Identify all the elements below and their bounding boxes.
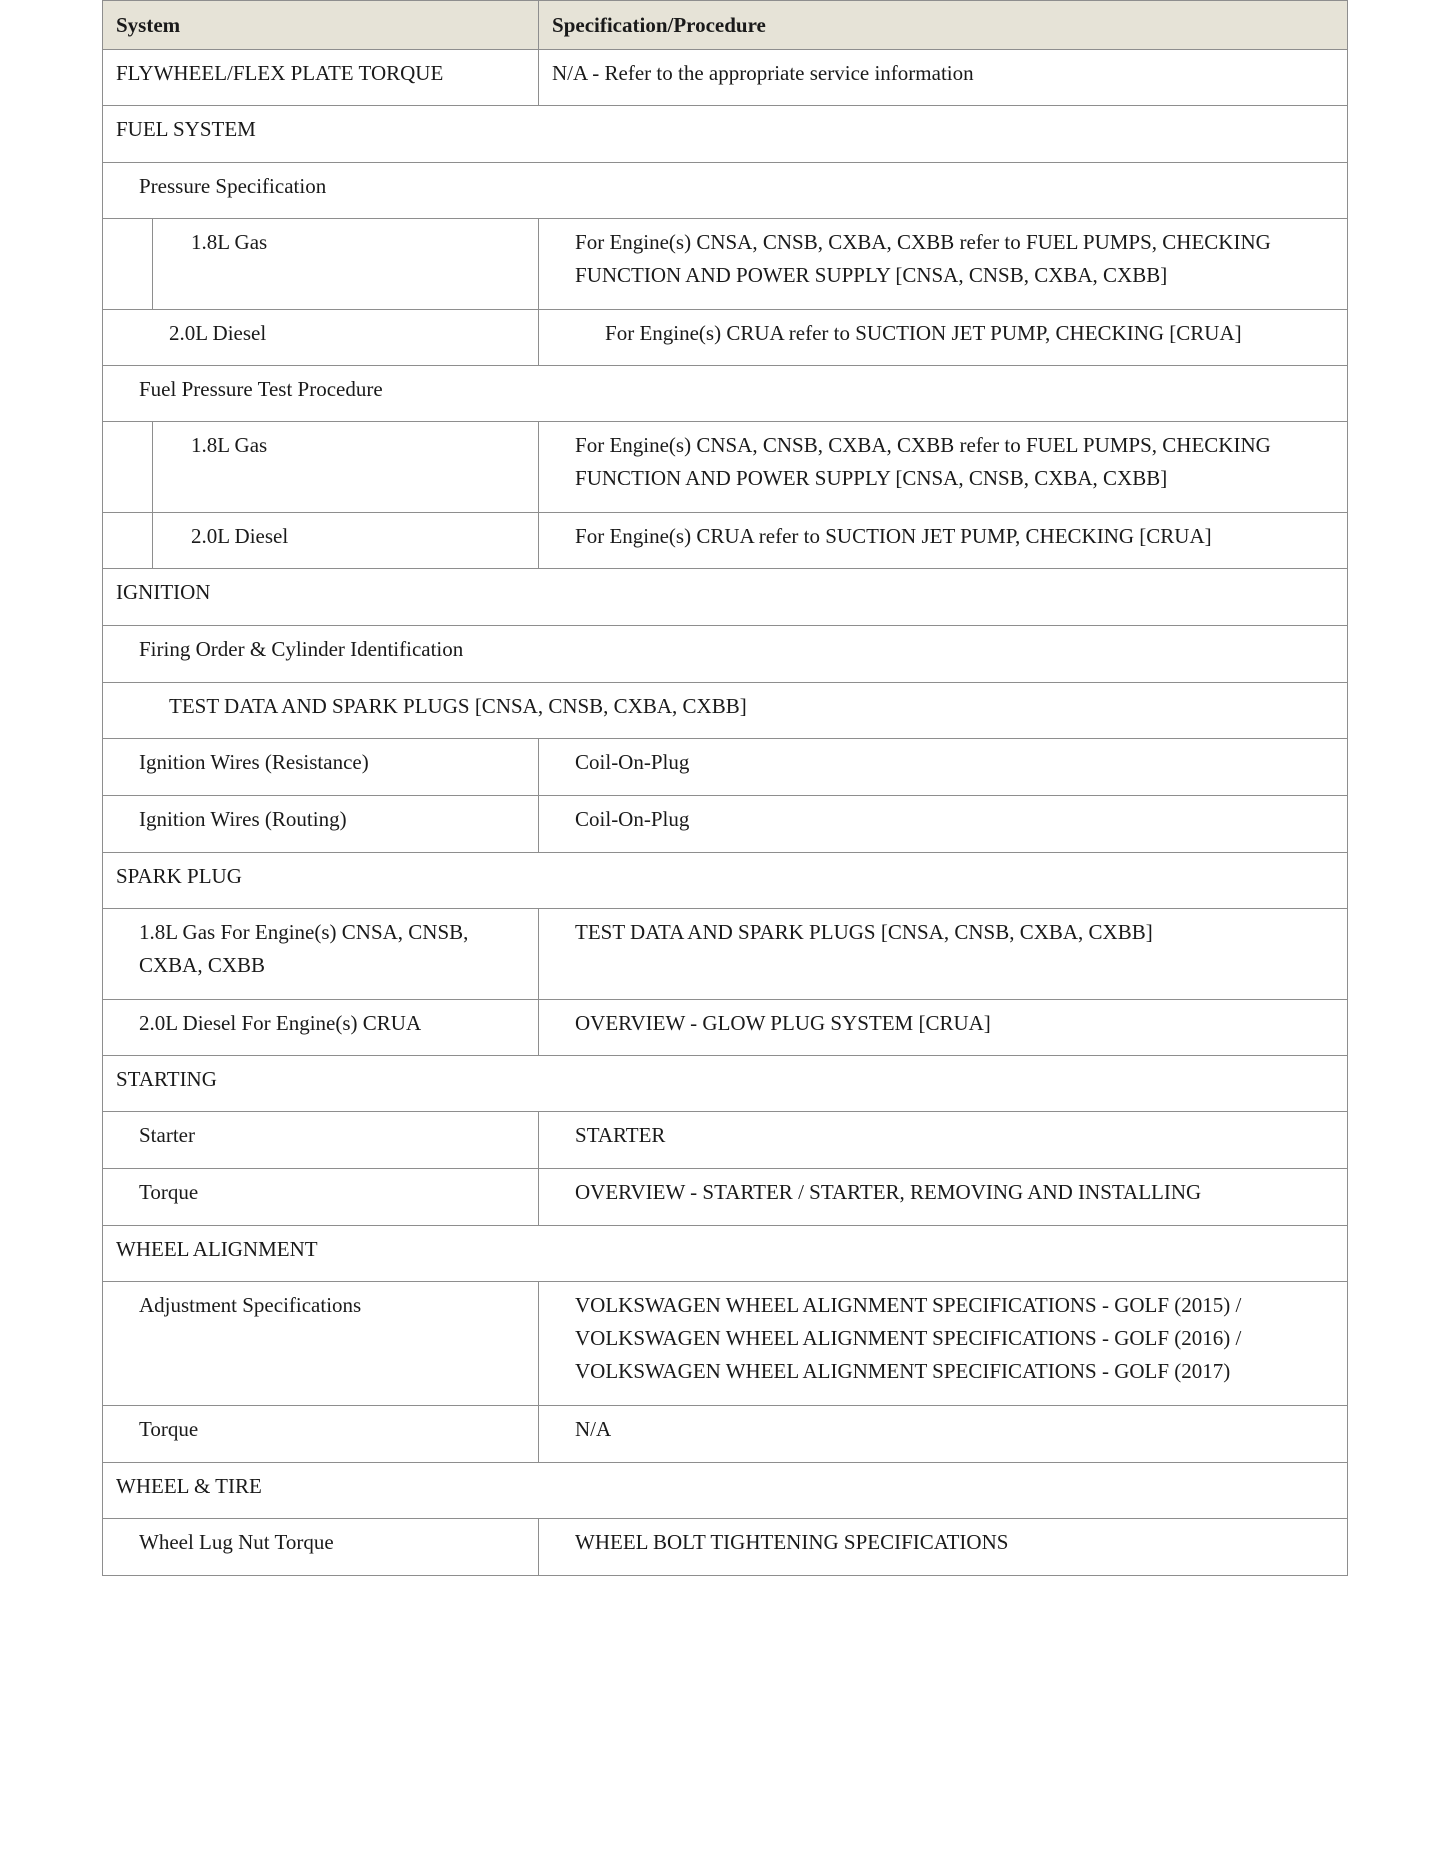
row-label: 1.8L Gas	[153, 219, 539, 310]
row-label: Torque	[103, 1406, 539, 1463]
row-label: Adjustment Specifications	[103, 1282, 539, 1406]
subsection-row	[103, 366, 1348, 422]
section-row	[103, 1226, 1348, 1282]
subsection-label: Fuel Pressure Test Procedure	[103, 366, 1348, 422]
row-value: Coil-On-Plug	[539, 739, 1348, 796]
table-row	[103, 50, 1348, 106]
indent-cell	[103, 513, 153, 569]
row-value: WHEEL BOLT TIGHTENING SPECIFICATIONS	[539, 1519, 1348, 1576]
section-label: WHEEL & TIRE	[103, 1463, 1348, 1519]
row-value: TEST DATA AND SPARK PLUGS [CNSA, CNSB, CXBA, CXBB]	[539, 909, 1348, 1000]
row-value: For Engine(s) CRUA refer to SUCTION JET PUMP, CHECKING [CRUA]	[539, 310, 1348, 366]
subsection-label: Pressure Specification	[103, 163, 1348, 219]
section-row	[103, 1463, 1348, 1519]
row-label: 2.0L Diesel	[103, 310, 539, 366]
row-value: Coil-On-Plug	[539, 796, 1348, 853]
table-row	[103, 1406, 1348, 1463]
row-label: 1.8L Gas For Engine(s) CNSA, CNSB, CXBA, CXBB	[103, 909, 539, 1000]
table-row	[103, 909, 1348, 1000]
spec-table	[102, 0, 1348, 1576]
table-row	[103, 796, 1348, 853]
row-value: OVERVIEW - GLOW PLUG SYSTEM [CRUA]	[539, 1000, 1348, 1056]
row-label: 1.8L Gas	[153, 422, 539, 513]
row-value: STARTER	[539, 1112, 1348, 1169]
subsection-row	[103, 626, 1348, 683]
section-label: IGNITION	[103, 569, 1348, 626]
row-value: N/A	[539, 1406, 1348, 1463]
row-label: Starter	[103, 1112, 539, 1169]
row-label: Ignition Wires (Resistance)	[103, 739, 539, 796]
section-row	[103, 106, 1348, 163]
header-spec: Specification/Procedure	[539, 1, 1348, 50]
subsection-row	[103, 683, 1348, 739]
table-row	[103, 513, 1348, 569]
row-value: OVERVIEW - STARTER / STARTER, REMOVING AND INSTALLING	[539, 1169, 1348, 1226]
section-row	[103, 1056, 1348, 1112]
row-label: 2.0L Diesel For Engine(s) CRUA	[103, 1000, 539, 1056]
table-row	[103, 739, 1348, 796]
row-label: 2.0L Diesel	[153, 513, 539, 569]
section-label: FUEL SYSTEM	[103, 106, 1348, 163]
row-value: N/A - Refer to the appropriate service information	[539, 50, 1348, 106]
header-system: System	[103, 1, 539, 50]
row-value: For Engine(s) CRUA refer to SUCTION JET PUMP, CHECKING [CRUA]	[539, 513, 1348, 569]
table-row	[103, 1000, 1348, 1056]
row-value: For Engine(s) CNSA, CNSB, CXBA, CXBB refer to FUEL PUMPS, CHECKING FUNCTION AND POWER SUPPLY [CNSA, CNSB, CXBA, CXBB]	[539, 219, 1348, 310]
row-value: VOLKSWAGEN WHEEL ALIGNMENT SPECIFICATIONS - GOLF (2015) / VOLKSWAGEN WHEEL ALIGNMENT SPECIFICATIONS - GOLF (2016) / VOLKSWAGEN WHEEL ALIGNMENT SPECIFICATIONS - GOLF (2017)	[539, 1282, 1348, 1406]
section-row	[103, 569, 1348, 626]
row-label: Torque	[103, 1169, 539, 1226]
indent-cell	[103, 422, 153, 513]
row-label: Wheel Lug Nut Torque	[103, 1519, 539, 1576]
table-row	[103, 310, 1348, 366]
row-label: Ignition Wires (Routing)	[103, 796, 539, 853]
section-label: WHEEL ALIGNMENT	[103, 1226, 1348, 1282]
table-row	[103, 1282, 1348, 1406]
row-value: For Engine(s) CNSA, CNSB, CXBA, CXBB refer to FUEL PUMPS, CHECKING FUNCTION AND POWER SUPPLY [CNSA, CNSB, CXBA, CXBB]	[539, 422, 1348, 513]
table-row	[103, 219, 1348, 310]
row-label: FLYWHEEL/FLEX PLATE TORQUE	[103, 50, 539, 106]
indent-cell	[103, 219, 153, 310]
section-label: STARTING	[103, 1056, 1348, 1112]
table-row	[103, 1112, 1348, 1169]
table-row	[103, 1519, 1348, 1576]
section-row	[103, 853, 1348, 909]
section-label: SPARK PLUG	[103, 853, 1348, 909]
table-row	[103, 422, 1348, 513]
table-row	[103, 1169, 1348, 1226]
subsection-row	[103, 163, 1348, 219]
subsection-label: TEST DATA AND SPARK PLUGS [CNSA, CNSB, CXBA, CXBB]	[103, 683, 1348, 739]
header-row	[103, 1, 1348, 50]
subsection-label: Firing Order & Cylinder Identification	[103, 626, 1348, 683]
